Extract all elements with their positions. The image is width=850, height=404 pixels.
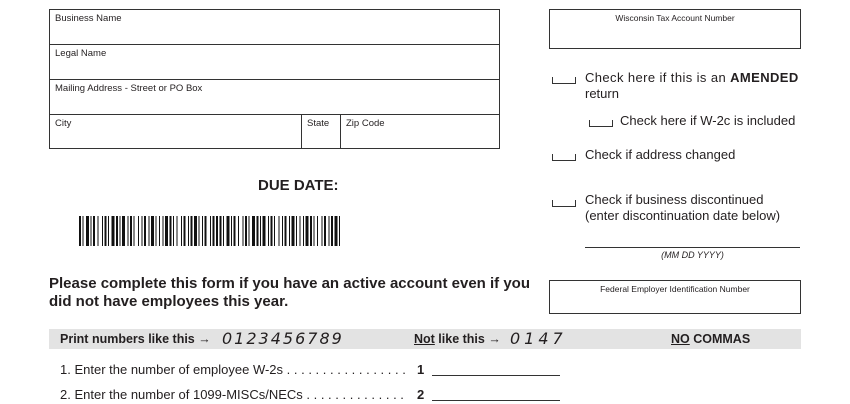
date-format-label: (MM DD YYYY) bbox=[661, 250, 724, 260]
city-label: City bbox=[55, 118, 72, 129]
zip-input[interactable] bbox=[345, 128, 495, 146]
commas-word: COMMAS bbox=[689, 332, 751, 346]
notice-text bbox=[49, 275, 530, 311]
print-numbers-label: Print numbers like this → bbox=[60, 332, 211, 346]
line-2-number: 2 bbox=[417, 387, 425, 402]
address-changed-checkbox[interactable] bbox=[552, 154, 576, 161]
state-field[interactable] bbox=[301, 114, 341, 149]
zip-field[interactable] bbox=[340, 114, 500, 149]
wi-tax-account-label: Wisconsin Tax Account Number bbox=[615, 13, 735, 23]
amended-text-start: Check here if this is an bbox=[585, 70, 731, 85]
no-commas-label bbox=[671, 332, 750, 346]
amended-text bbox=[585, 70, 799, 86]
city-field[interactable] bbox=[49, 114, 302, 149]
legal-name-field[interactable] bbox=[49, 44, 500, 80]
not-like-this-label bbox=[414, 332, 501, 346]
state-input[interactable] bbox=[306, 128, 336, 146]
no-word: NO bbox=[671, 332, 690, 346]
barcode-image bbox=[79, 216, 343, 246]
amended-checkbox[interactable] bbox=[552, 77, 576, 84]
mailing-address-label: Mailing Address - Street or PO Box bbox=[55, 83, 203, 94]
zip-label: Zip Code bbox=[346, 118, 385, 129]
not-like-this-text: like this → bbox=[434, 332, 501, 346]
wi-tax-account-input[interactable] bbox=[554, 28, 796, 46]
wi-tax-account-field[interactable] bbox=[549, 9, 801, 49]
legal-name-input[interactable] bbox=[54, 59, 495, 77]
mailing-address-field[interactable] bbox=[49, 79, 500, 115]
business-discontinued-checkbox[interactable] bbox=[552, 200, 576, 207]
fein-input[interactable] bbox=[554, 293, 796, 311]
discontinuation-date-instruction: (enter discontinuation date below) bbox=[585, 208, 781, 223]
line-2-text: 2. Enter the number of 1099-MISCs/NECs . . . . . . . . . . . . . . bbox=[60, 387, 404, 402]
fein-label: Federal Employer Identification Number bbox=[600, 284, 750, 294]
business-name-label: Business Name bbox=[55, 13, 122, 24]
mailing-address-input[interactable] bbox=[54, 94, 495, 112]
bad-digits: 0147 bbox=[510, 329, 567, 348]
line-2-entry[interactable] bbox=[432, 400, 560, 401]
w2c-checkbox[interactable] bbox=[589, 120, 613, 127]
discontinuation-date-line[interactable] bbox=[585, 247, 800, 248]
amended-text-return: return bbox=[585, 86, 619, 101]
due-date-label: DUE DATE: bbox=[258, 177, 339, 194]
line-1-number: 1 bbox=[417, 362, 425, 377]
business-name-field[interactable] bbox=[49, 9, 500, 45]
city-input[interactable] bbox=[54, 128, 297, 146]
amended-word: AMENDED bbox=[730, 70, 799, 85]
business-discontinued-text: Check if business discontinued bbox=[585, 192, 764, 207]
not-word: Not bbox=[414, 332, 435, 346]
address-changed-text: Check if address changed bbox=[585, 147, 736, 162]
line-1-entry[interactable] bbox=[432, 375, 560, 376]
state-label: State bbox=[307, 118, 330, 129]
w2c-text: Check here if W-2c is included bbox=[620, 113, 796, 128]
notice-line-1: Please complete this form if you have an active account even if you bbox=[49, 275, 530, 292]
sample-digits: 0123456789 bbox=[222, 329, 344, 348]
notice-line-2: did not have employees this year. bbox=[49, 293, 289, 310]
business-name-input[interactable] bbox=[54, 24, 495, 42]
line-1-text: 1. Enter the number of employee W-2s . . . . . . . . . . . . . . . . . bbox=[60, 362, 406, 377]
legal-name-label: Legal Name bbox=[55, 48, 107, 59]
fein-field[interactable] bbox=[549, 280, 801, 314]
